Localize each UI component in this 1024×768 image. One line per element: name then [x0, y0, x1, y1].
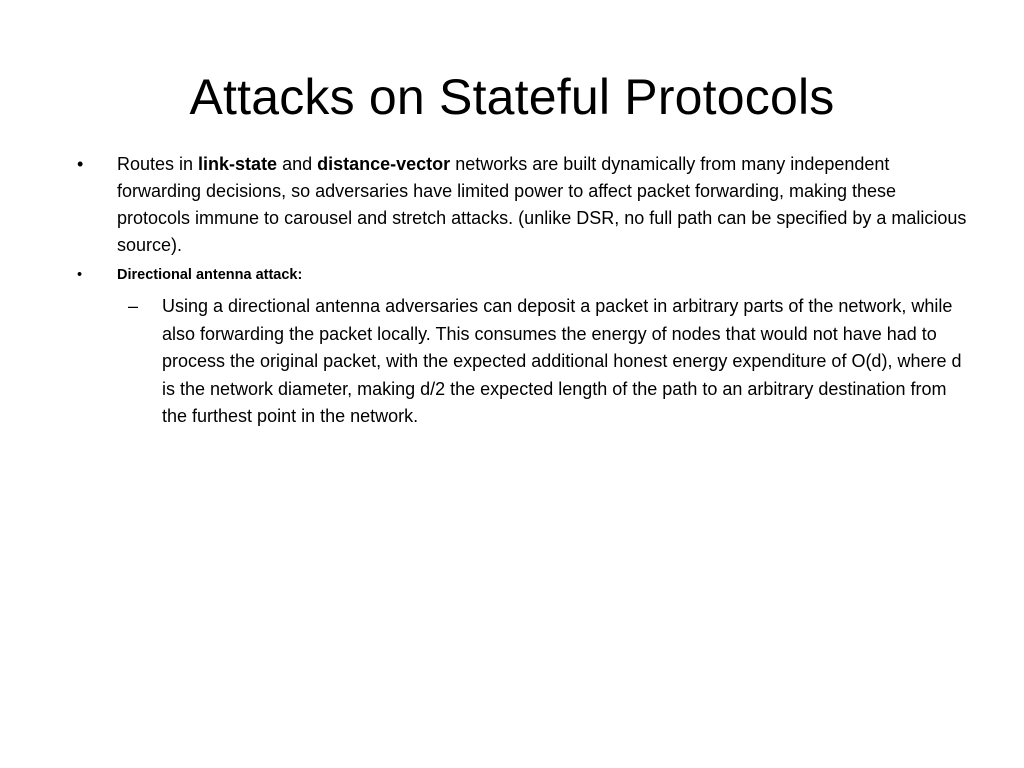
bullet-text-part: Routes in — [117, 154, 199, 174]
sub-bullet-marker: – — [128, 296, 139, 316]
bullet-text-part: and — [277, 154, 318, 174]
sub-bullet-text: Using a directional antenna adversaries can deposit a packet in arbitrary parts of the network, while also forwarding the packet locally. This consumes the energy of nodes that would not have had to process the original packet, with the expected additional honest energy expenditure of O(d), where d is the network diameter, making d/2 the expected length of the path to an arbitrary destination from the furthest point in the network. — [162, 296, 962, 426]
bullet-text-part: networks are built dynamically from many independent forwarding decisions, so adversaries have limited power to affect packet forwarding, making these protocols immune to carousel and stretch attacks. (unlike DSR, no full path can be specified by a malicious source). — [117, 154, 967, 255]
bullet-bold-heading: Directional antenna attack: — [117, 267, 303, 283]
sub-bullet-item-directional-antenna-detail — [72, 293, 972, 431]
bullet-marker: • — [77, 154, 84, 174]
slide-title: Attacks on Stateful Protocols — [189, 69, 835, 125]
slide-content — [72, 151, 972, 431]
bullet-item-routes — [72, 151, 972, 259]
bullet-bold-link-state: link-state — [198, 154, 278, 174]
bullet-marker: • — [77, 267, 83, 283]
bullet-bold-distance-vector: distance-vector — [317, 154, 451, 174]
bullet-item-directional-antenna — [72, 264, 972, 286]
